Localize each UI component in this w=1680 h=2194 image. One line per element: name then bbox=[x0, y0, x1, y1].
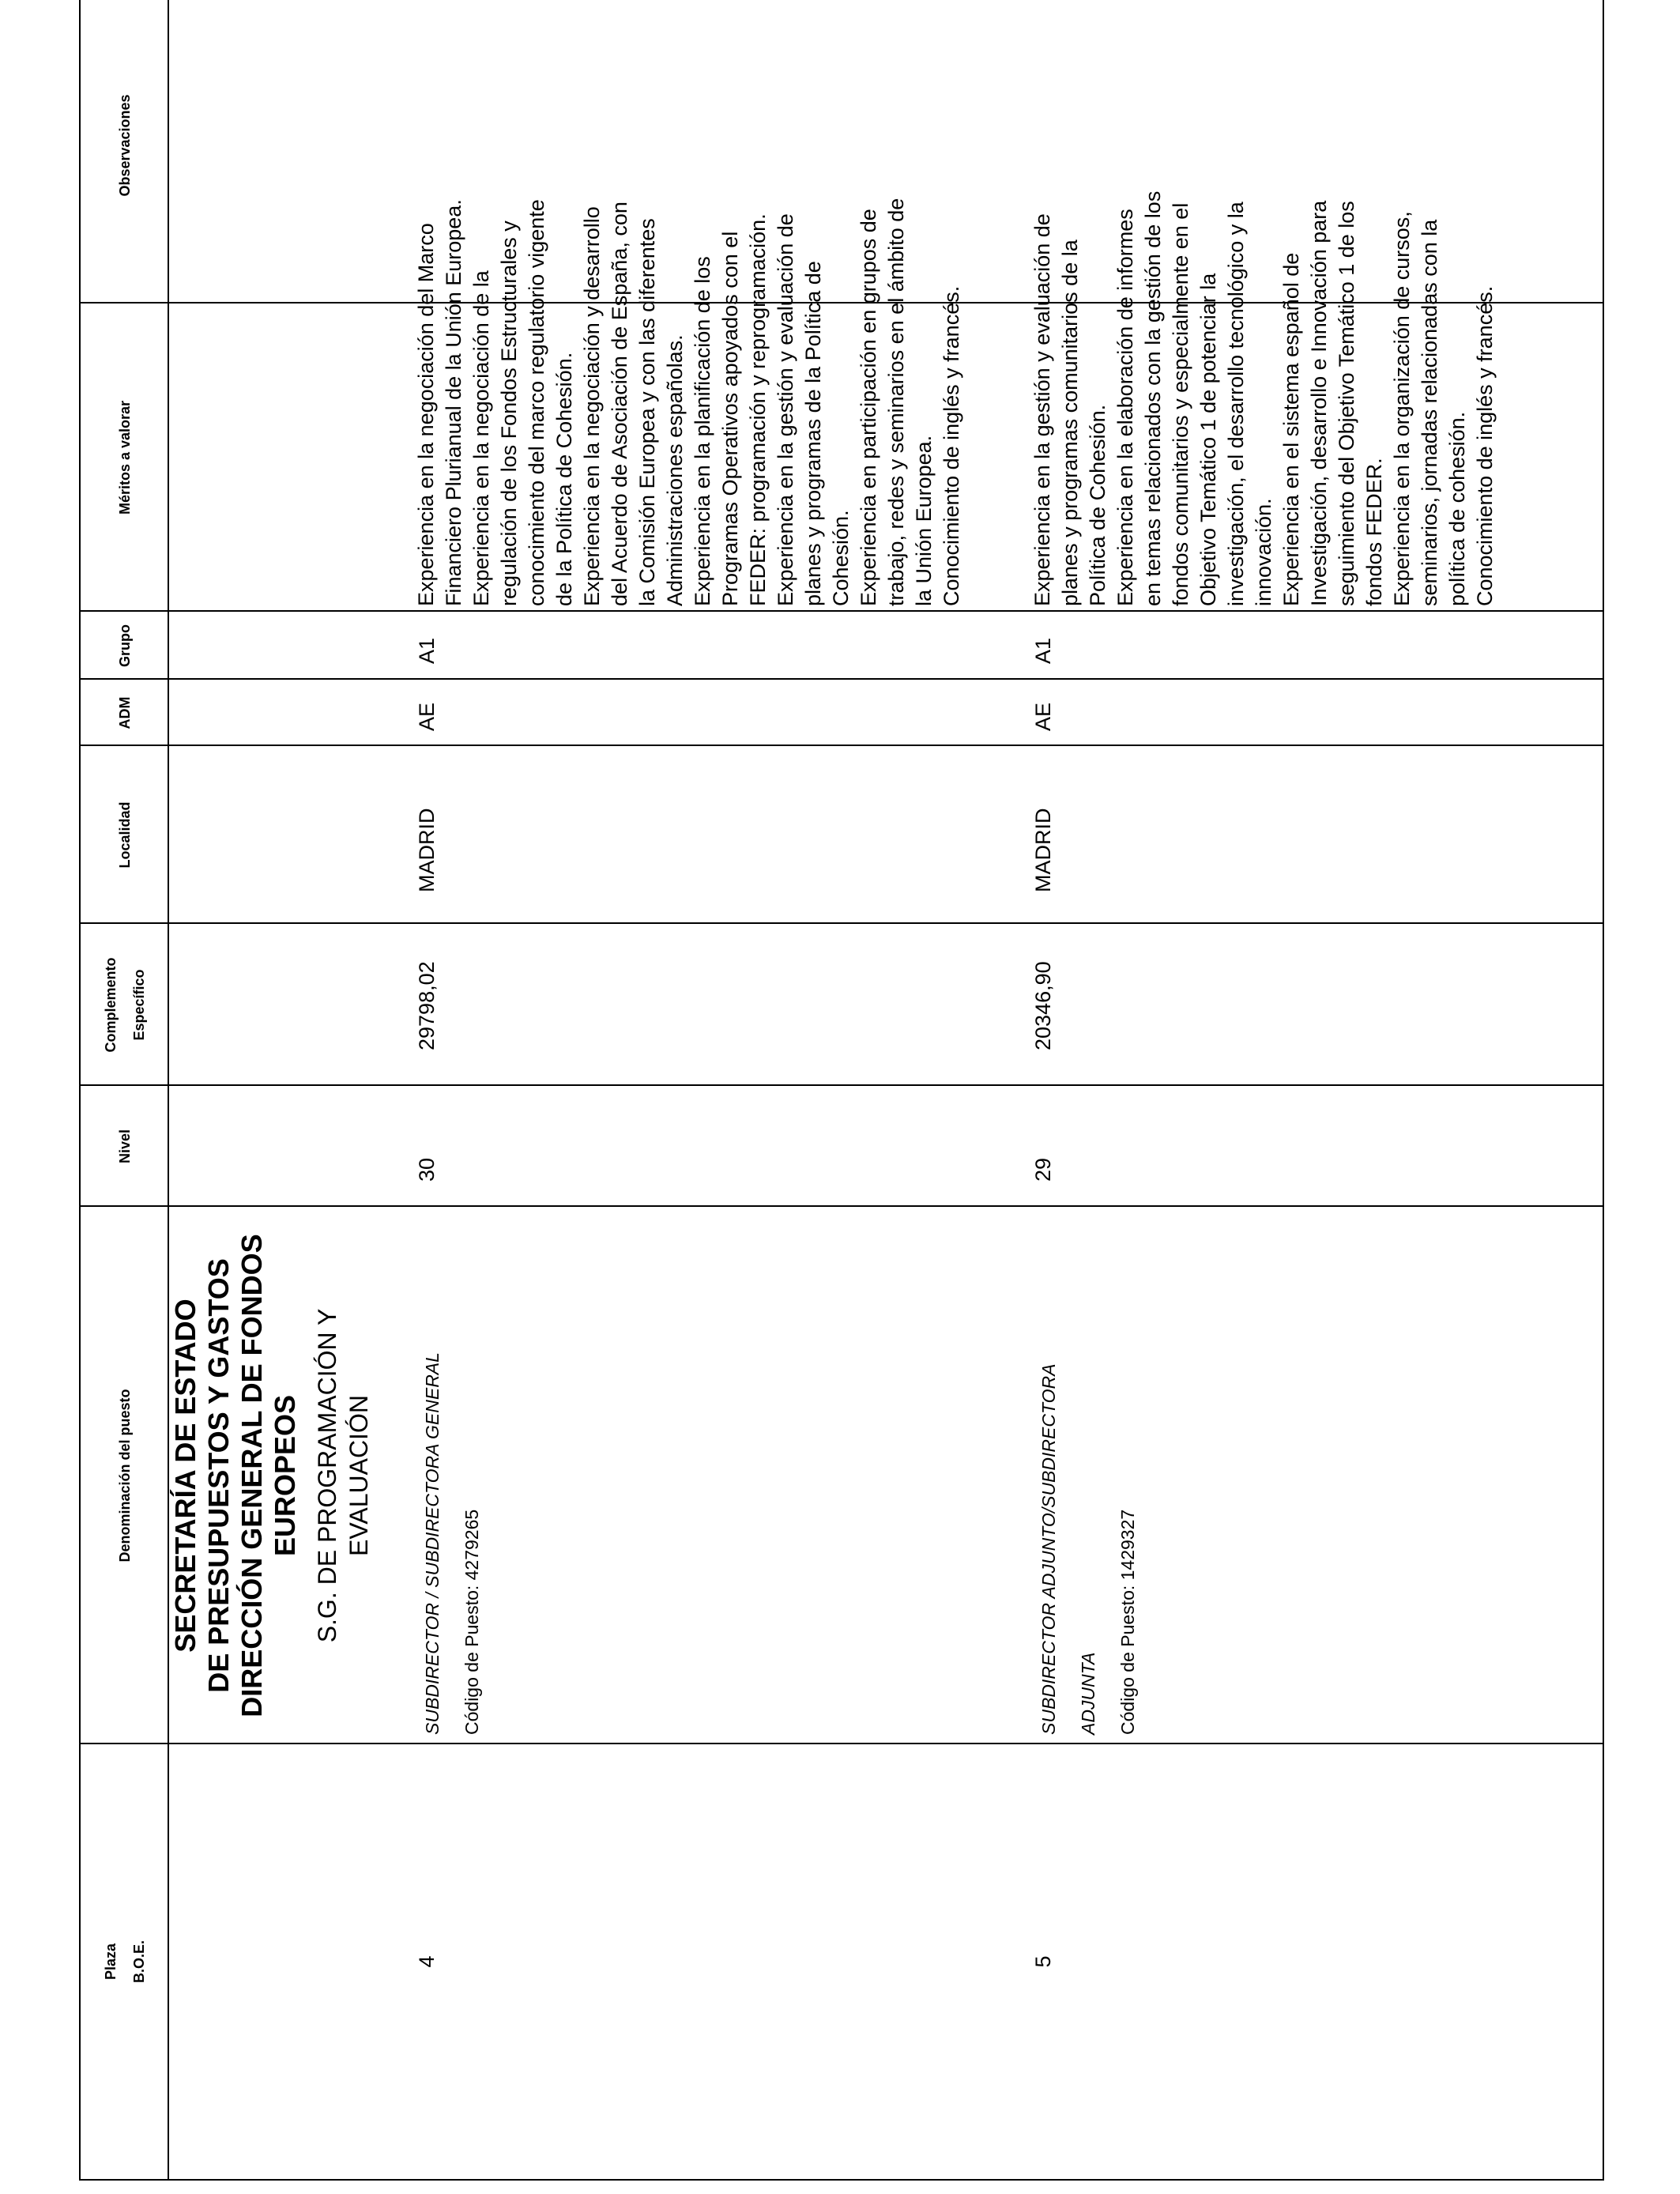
merit-line: Experiencia en la negociación de la bbox=[469, 270, 493, 606]
merit-line: planes y programas comunitarios de la bbox=[1058, 239, 1082, 606]
merit-line: fondos comunitarios y especialmente en el bbox=[1169, 202, 1192, 606]
org-line: SECRETARÍA DE ESTADO bbox=[169, 1299, 202, 1653]
position-code: Código de Puesto: 1429327 bbox=[1117, 1509, 1138, 1735]
merit-line: Experiencia en la elaboración de informes bbox=[1113, 209, 1137, 606]
nivel-value: 30 bbox=[415, 1157, 439, 1182]
grupo-value: A1 bbox=[1031, 637, 1055, 664]
merit-line: innovación. bbox=[1252, 498, 1275, 606]
merit-line: Experiencia en la negociación del Marco bbox=[414, 223, 438, 606]
merit-line: la Comisión Europea y con las diferentes bbox=[635, 218, 659, 606]
nivel-value: 29 bbox=[1031, 1157, 1055, 1182]
merit-line: Conocimiento de inglés y francés. bbox=[940, 285, 963, 606]
merit-line: Experiencia en participación en grupos de bbox=[857, 209, 880, 606]
header-denominacion: Denominación del puesto bbox=[117, 1389, 133, 1563]
merit-line: Experiencia en la organización de cursos, bbox=[1390, 211, 1414, 606]
merit-line: FEDER: programación y reprogramación. bbox=[746, 213, 770, 606]
plaza-number: 5 bbox=[1031, 1955, 1055, 1968]
merit-line: Conocimiento de inglés y francés. bbox=[1473, 285, 1497, 606]
subdivision-line: EVALUACIÓN bbox=[345, 1395, 373, 1556]
merit-line: Experiencia en la planificación de los bbox=[691, 256, 714, 606]
adm-value: AE bbox=[415, 702, 439, 731]
merit-line: Experiencia en el sistema español de bbox=[1279, 252, 1303, 606]
adm-value: AE bbox=[1031, 702, 1055, 731]
header-observaciones: Observaciones bbox=[117, 94, 133, 197]
position-title: SUBDIRECTOR ADJUNTO/SUBDIRECTORA bbox=[1038, 1363, 1059, 1735]
merit-line: Administraciones españolas. bbox=[663, 334, 687, 606]
merits-list bbox=[412, 198, 966, 606]
plaza-number: 4 bbox=[415, 1955, 439, 1968]
position-title: SUBDIRECTOR / SUBDIRECTORA GENERAL bbox=[422, 1352, 443, 1735]
merits-list bbox=[1029, 191, 1499, 606]
col-sep-localidad bbox=[81, 745, 1603, 746]
header-grupo: Grupo bbox=[117, 624, 133, 667]
merit-line: investigación, el desarrollo tecnológico y la bbox=[1224, 202, 1248, 606]
merit-line: Cohesión. bbox=[829, 510, 853, 606]
merit-line: conocimiento del marco regulatorio vigente bbox=[525, 199, 548, 606]
position-block bbox=[1029, 1213, 1147, 1735]
merit-line: Investigación, desarrollo e Innovación para bbox=[1307, 200, 1331, 606]
merit-line: de la Política de Cohesión. bbox=[552, 352, 576, 606]
position-block bbox=[412, 1213, 492, 1735]
merit-line: Política de Cohesión. bbox=[1086, 404, 1109, 606]
merit-line: planes y programas de la Política de bbox=[801, 261, 825, 606]
header-plaza: Plaza B.O.E. bbox=[103, 1940, 147, 1984]
col-sep-nivel bbox=[81, 1084, 1603, 1086]
merit-line: seguimiento del Objetivo Temático 1 de los bbox=[1335, 201, 1358, 606]
header-meritos: Méritos a valorar bbox=[117, 400, 133, 515]
organization-block bbox=[169, 1207, 375, 1744]
merit-line: la Unión Europea. bbox=[912, 435, 936, 606]
header-complemento: Complemento Específico bbox=[103, 957, 147, 1053]
org-line: EUROPEOS bbox=[269, 1394, 301, 1557]
merit-line: Experiencia en la negociación y desarrollo bbox=[580, 206, 604, 606]
merit-line: política de cohesión. bbox=[1445, 411, 1469, 606]
merit-line: Experiencia en la gestión y evaluación de bbox=[774, 213, 797, 606]
merit-line: en temas relacionados con la gestión de los bbox=[1141, 190, 1165, 606]
col-sep-complemento bbox=[81, 922, 1603, 924]
grupo-value: A1 bbox=[415, 637, 439, 664]
merit-line: Experiencia en la gestión y evaluación de bbox=[1030, 213, 1054, 606]
merit-line: Programas Operativos apoyados con el bbox=[718, 231, 742, 606]
col-sep-adm bbox=[81, 678, 1603, 680]
localidad-value: MADRID bbox=[1031, 808, 1055, 892]
header-adm: ADM bbox=[117, 696, 133, 729]
merit-line: regulación de los Fondos Estructurales y bbox=[497, 221, 521, 606]
complemento-value: 29798,02 bbox=[415, 961, 439, 1050]
merit-line: trabajo, redes y seminarios en el ámbito de bbox=[884, 198, 908, 606]
header-nivel: Nivel bbox=[117, 1129, 133, 1164]
merit-line: seminarios, jornadas relacionadas con la bbox=[1418, 219, 1441, 606]
header-separator bbox=[168, 0, 169, 2179]
subdivision-line: S.G. DE PROGRAMACIÓN Y bbox=[313, 1308, 341, 1643]
org-line: DE PRESUPUESTOS Y GASTOS bbox=[202, 1258, 235, 1693]
complemento-value: 20346,90 bbox=[1031, 961, 1055, 1050]
merit-line: del Acuerdo de Asociación de España, con bbox=[608, 202, 631, 606]
vacancy-table bbox=[79, 0, 1604, 2181]
position-code: Código de Puesto: 4279265 bbox=[461, 1509, 482, 1735]
merit-line: Objetivo Temático 1 de potenciar la bbox=[1196, 273, 1220, 606]
col-sep-grupo bbox=[81, 610, 1603, 612]
org-line: DIRECCIÓN GENERAL DE FONDOS bbox=[235, 1234, 268, 1717]
merit-line: Financiero Plurianual de la Unión Europea. bbox=[442, 199, 465, 606]
position-title-continued: ADJUNTA bbox=[1078, 1652, 1098, 1735]
header-localidad: Localidad bbox=[117, 801, 133, 869]
localidad-value: MADRID bbox=[415, 808, 439, 892]
merit-line: fondos FEDER. bbox=[1362, 458, 1386, 606]
